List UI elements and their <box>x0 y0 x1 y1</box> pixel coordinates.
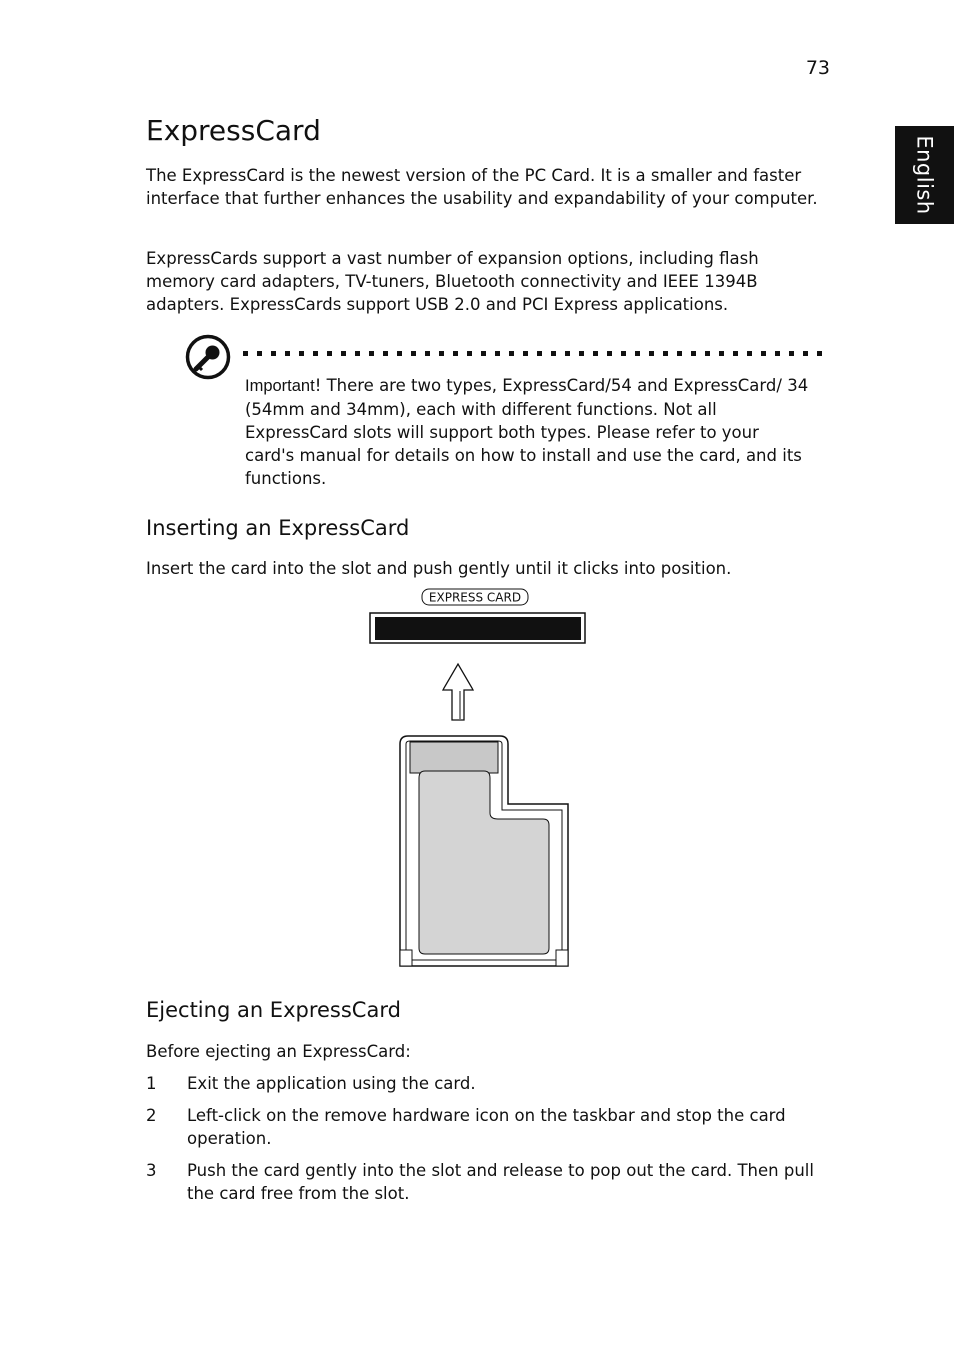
step-number: 1 <box>146 1074 157 1093</box>
note-divider <box>243 351 826 356</box>
language-tab <box>895 126 954 224</box>
key-icon <box>185 334 231 380</box>
step-number: 2 <box>146 1106 157 1125</box>
up-arrow-icon <box>443 664 473 720</box>
intro-paragraph-1: The ExpressCard is the newest version of the PC Card. It is a smaller and faster interface that further enhances the usability and expandability of your computer. <box>146 166 818 208</box>
page-number: 73 <box>805 57 830 79</box>
important-label: Important <box>245 377 315 395</box>
intro-paragraph-2: ExpressCards support a vast number of expansion options, including flash memory card adapters, TV-tuners, Bluetooth connectivity and IEEE 1394B adapters. ExpressCards support USB 2.0 and PCI Express applications. <box>146 249 759 314</box>
step-text: Exit the application using the card. <box>187 1074 476 1093</box>
step-text: Push the card gently into the slot and release to pop out the card. Then pull the card free from the slot. <box>187 1161 814 1203</box>
express-card-label: EXPRESS CARD <box>428 590 522 605</box>
expresscard-insert-diagram <box>360 588 590 970</box>
inserting-text: Insert the card into the slot and push gently until it clicks into position. <box>146 559 732 578</box>
express-card-illustration <box>400 736 568 966</box>
important-text: ! There are two types, ExpressCard/54 and ExpressCard/ 34 (54mm and 34mm), each with different functions. Not all ExpressCard slots will support both types. Please refer to your card's manual for details on how to install and use the card, and its functions. <box>245 376 809 488</box>
step-text: Left-click on the remove hardware icon on the taskbar and stop the card operation. <box>187 1106 786 1148</box>
ejecting-heading: Ejecting an ExpressCard <box>146 998 401 1022</box>
important-note <box>245 374 810 490</box>
step-number: 3 <box>146 1161 157 1180</box>
page-title: ExpressCard <box>146 114 321 147</box>
inserting-heading: Inserting an ExpressCard <box>146 516 410 540</box>
language-tab-label: English <box>912 135 937 215</box>
ejecting-intro: Before ejecting an ExpressCard: <box>146 1042 411 1061</box>
